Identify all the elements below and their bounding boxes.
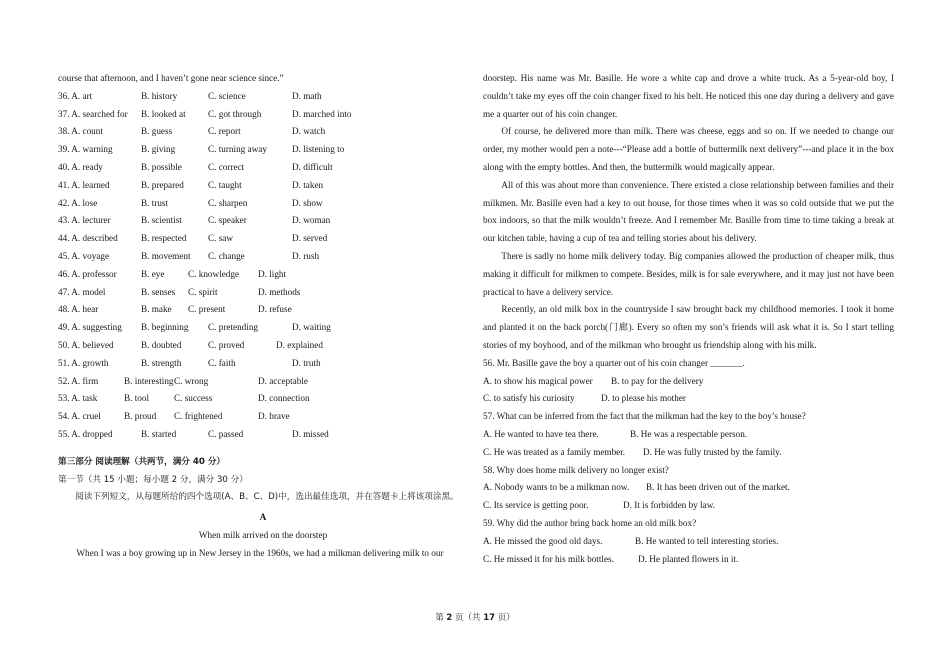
cloze-item [58,373,468,391]
question-stem: 56. Mr. Basille gave the boy a quarter out of his coin changer _______. [483,357,745,368]
option-b: B. prepared [141,179,184,190]
answer-option[interactable]: A. Nobody wants to be a milkman now. [483,482,630,493]
option-c: C. wrong [174,375,209,386]
option-a: 40. A. ready [58,161,103,172]
option-c: C. saw [208,233,234,244]
option-b: B. movement [141,250,191,261]
answer-option[interactable]: D. It is forbidden by law. [623,500,716,511]
section-title: 第三部分 阅读理解（共两节，满分 40 分） [58,456,226,467]
answer-option[interactable]: C. He was treated as a family member. [483,446,626,457]
option-d: D. acceptable [258,375,308,386]
option-a: 51. A. growth [58,357,109,368]
option-c: C. frightened [174,411,223,422]
answer-option[interactable]: A. He missed the good old days. [483,535,603,546]
answer-option[interactable]: C. He missed it for his milk bottles. [483,553,614,564]
answer-option[interactable]: C. Its service is getting poor. [483,500,589,511]
option-c: C. present [188,304,226,315]
option-c: C. report [208,126,241,137]
footer-middle: 页（共 [452,613,484,623]
reading-questions [483,355,894,569]
page-number: 2 [446,613,453,623]
footer-suffix: 页） [495,613,515,623]
question-options-row [483,497,894,515]
passage-paragraph: Of course, he delivered more than milk. There was cheese, eggs and so on. If we needed to change our order, my mother would pen a note---“Please add a bottle of buttermilk next delivery”---and place it in the box along with the empty bottles. And then, the buttermilk would magically appear. [483,126,894,172]
option-b: B. history [141,90,178,101]
option-d: D. marched into [292,108,352,119]
option-a: 49. A. suggesting [58,322,122,333]
answer-option[interactable]: B. to pay for the delivery [611,375,704,386]
option-c: C. science [208,90,246,101]
page-footer [0,611,950,623]
option-b: B. started [141,428,177,439]
passage-letter: A [259,512,267,523]
option-a: 44. A. described [58,233,118,244]
option-d: D. refuse [258,304,292,315]
option-a: 39. A. warning [58,144,113,155]
passage-paragraph: Recently, an old milk box in the countryside I saw brought back my childhood memories. I took it home and planted it on the back porch(门廊). Every so often my son’s friends will ask what it is. So I start telling stories of my boyhood, and of the milkman who brought us friendship along with his milk. [483,304,894,350]
option-d: D. connection [258,393,310,404]
passage-start: When I was a boy growing up in New Jersey in the 1960s, we had a milkman delivering milk to our [76,547,444,558]
option-a: 41. A. learned [58,179,110,190]
option-d: D. brave [258,411,290,422]
option-b: B. tool [124,393,150,404]
question-options-row [483,373,894,391]
option-c: C. speaker [208,215,247,226]
cloze-item [58,195,468,213]
cloze-item [58,177,468,195]
option-b: B. looked at [141,108,186,119]
option-c: C. knowledge [188,268,240,279]
answer-option[interactable]: A. to show his magical power [483,375,593,386]
option-b: B. strength [141,357,182,368]
answer-option[interactable]: A. He wanted to have tea there. [483,428,599,439]
question-options-row [483,479,894,497]
option-d: D. explained [276,339,323,350]
option-d: D. served [292,233,328,244]
option-a: 37. A. searched for [58,108,128,119]
option-d: D. difficult [292,161,333,172]
option-b: B. possible [141,161,182,172]
option-d: D. methods [258,286,301,297]
answer-option[interactable]: B. It has been driven out of the market. [646,482,790,493]
option-c: C. faith [208,357,236,368]
cloze-item [58,248,468,266]
question-options-row [483,533,894,551]
option-b: B. doubted [141,339,182,350]
cloze-item [58,390,468,408]
cloze-item [58,355,468,373]
answer-option[interactable]: B. He was a respectable person. [630,428,748,439]
question-stem: 59. Why did the author bring back home an old milk box? [483,517,697,528]
cloze-options-list [58,88,468,444]
option-b: B. senses [141,286,176,297]
option-a: 36. A. art [58,90,93,101]
cloze-item [58,426,468,444]
option-d: D. missed [292,428,329,439]
cloze-item [58,319,468,337]
question-stem: 58. Why does home milk delivery no longer exist? [483,464,669,475]
answer-option[interactable]: C. to satisfy his curiosity [483,393,575,404]
passage-paragraph: doorstep. His name was Mr. Basille. He wore a white cap and drove a white truck. As a 5-year-old boy, I couldn’t take my eyes off the coin changer fixed to his belt. He noticed this one day during a delivery and gave me a quarter out of his coin changer. [483,73,894,119]
option-b: B. giving [141,144,176,155]
option-b: B. respected [141,233,187,244]
option-d: D. waiting [292,322,331,333]
option-c: C. success [174,393,213,404]
option-b: B. scientist [141,215,182,226]
option-c: C. correct [208,161,245,172]
option-b: B. make [141,304,172,315]
passage-title: When milk arrived on the doorstep [198,529,328,540]
option-a: 53. A. task [58,393,98,404]
option-c: C. taught [208,179,242,190]
answer-option[interactable]: D. He was fully trusted by the family. [643,446,782,457]
option-c: C. passed [208,428,244,439]
option-a: 48. A. hear [58,304,99,315]
passage-paragraph: There is sadly no home milk delivery today. Big companies allowed the production of cheaper milk, thus making it difficult for milkmen to compete. Besides, milk is for sale everywhere, and it may just not have been practical to have a delivery service. [483,250,894,297]
option-c: C. got through [208,108,262,119]
option-d: D. light [258,268,287,279]
total-pages: 17 [483,613,496,623]
passage-paragraph: All of this was about more than convenience. There existed a close relationship between families and their milkmen. Mr. Basille even had a key to out house, for those times when it was so cold outside that we put the box indoors, so that the milk wouldn’t freeze. And I remember Mr. Basille from time to time taking a break at our kitchen table, having a cup of tea and telling stories about his delivery. [483,179,894,244]
option-c: C. turning away [208,144,267,155]
cloze-item [58,106,468,124]
option-a: 46. A. professor [58,268,117,279]
question-stem: 57. What can be inferred from the fact that the milkman had the key to the boy’s house? [483,411,806,422]
cloze-item [58,141,468,159]
option-a: 50. A. believed [58,339,114,350]
cloze-item [58,266,468,284]
answer-option[interactable]: B. He wanted to tell interesting stories. [635,535,779,546]
option-a: 38. A. count [58,126,103,137]
right-column [483,70,894,568]
option-c: C. change [208,250,245,261]
passage-paragraphs [483,70,894,355]
cloze-item [58,230,468,248]
option-c: C. sharpen [208,197,248,208]
cloze-item [58,212,468,230]
option-b: B. interesting [124,375,174,386]
option-d: D. rush [292,250,320,261]
option-d: D. watch [292,126,326,137]
question-options-row [483,390,894,408]
answer-option[interactable]: D. He planted flowers in it. [638,553,739,564]
option-a: 54. A. cruel [58,411,101,422]
option-a: 52. A. firm [58,375,99,386]
option-d: D. truth [292,357,321,368]
option-d: D. listening to [292,144,345,155]
option-b: B. proud [124,411,157,422]
option-d: D. show [292,197,323,208]
option-d: D. math [292,90,322,101]
cloze-item [58,284,468,302]
option-a: 47. A. model [58,286,106,297]
subsection-title: 第一节（共 15 小题；每小题 2 分，满分 30 分） [58,474,248,485]
option-b: B. eye [141,268,165,279]
option-a: 55. A. dropped [58,428,113,439]
option-d: D. taken [292,179,324,190]
option-c: C. pretending [208,322,259,333]
cloze-item [58,88,468,106]
footer-prefix: 第 [435,613,447,623]
cloze-item [58,159,468,177]
question-options-row [483,551,894,569]
question-options-row [483,444,894,462]
option-a: 45. A. voyage [58,250,110,261]
option-b: B. trust [141,197,169,208]
cloze-item [58,337,468,355]
option-b: B. beginning [141,322,189,333]
option-a: 42. A. lose [58,197,98,208]
option-c: C. spirit [188,286,218,297]
cloze-item [58,408,468,426]
option-c: C. proved [208,339,245,350]
question-options-row [483,426,894,444]
cloze-item [58,301,468,319]
option-a: 43. A. lecturer [58,215,111,226]
instructions: 阅读下列短文，从每题所给的四个选项(A、B、C、D)中，选出最佳选项，并在答题卡上将该项涂黑。 [75,492,459,503]
cloze-item [58,123,468,141]
intro-line: course that afternoon, and I haven’t gone near science since.” [58,73,284,83]
left-column [58,70,468,563]
option-b: B. guess [141,126,173,137]
answer-option[interactable]: D. to please his mother [601,393,686,404]
option-d: D. woman [292,215,331,226]
